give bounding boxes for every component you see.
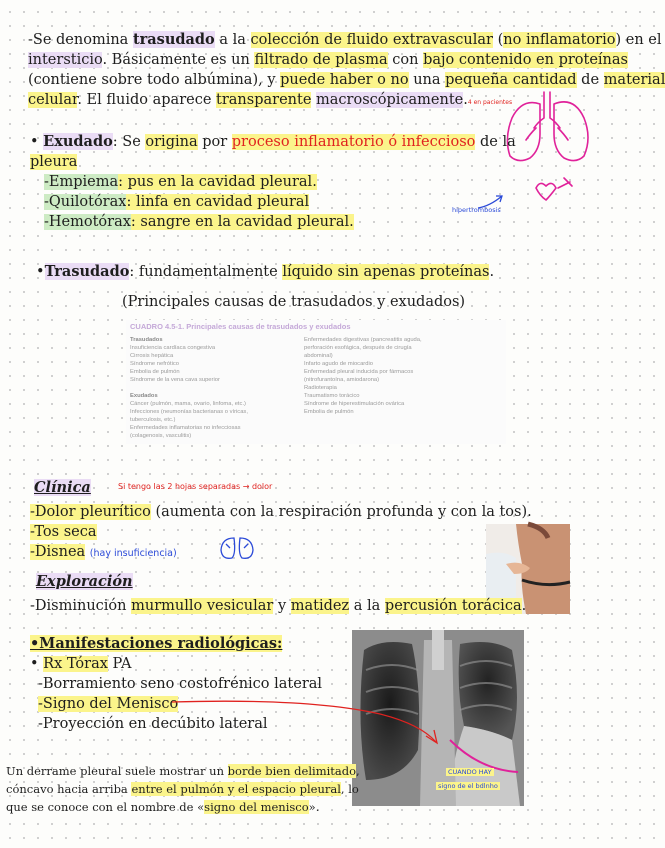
table-row: Infarto agudo de miocardio — [304, 361, 373, 367]
table-row: Enfermedad pleural inducida por fármacos — [304, 369, 414, 375]
text-line: -Se denomina trasudado a la colección de fluido extravascular (no inflamatorio) en el — [28, 31, 662, 48]
table-row: (colagenosis, vasculitis) — [130, 433, 192, 439]
table-row: tuberculosis, etc.) — [130, 417, 176, 423]
text-line: intersticio. Básicamente es un filtrado de plasma con bajo contenido en proteínas — [28, 52, 628, 68]
table-row: Traumatismo torácico — [304, 393, 360, 399]
handwritten-note: signo de el bdlnho — [438, 782, 498, 790]
table-title: CUADRO 4.5-1. Principales causas de trasudados y exudados — [130, 322, 351, 331]
exudado-section — [30, 132, 516, 232]
list-item: -Empiema: pus en la cavidad pleural. — [44, 174, 317, 190]
table-row: Embolia de pulmón — [130, 369, 180, 375]
clinica-heading: Clínica — [34, 479, 91, 496]
causes-table-image — [126, 320, 506, 444]
table-col-left — [130, 336, 298, 440]
table-row: (nitrofurantoína, amiodarona) — [304, 377, 380, 383]
list-item: -Quilotórax: linfa en cavidad pleural — [44, 194, 310, 210]
exploracion-text: -Disminución murmullo vesicular y matidez a la percusión torácica. — [30, 598, 527, 614]
arrow-icon — [476, 192, 506, 212]
list-item: -Disnea (hay insuficiencia) — [30, 544, 177, 560]
table-col-right — [304, 336, 500, 416]
table-row: Embolia de pulmón — [304, 409, 354, 415]
table-row: Insuficiencia cardíaca congestiva — [130, 345, 216, 351]
table-row: Síndrome de la vena cava superior — [130, 377, 220, 383]
table-caption: (Principales causas de trasudados y exudados) — [122, 294, 466, 310]
table-row: Radioterapia — [304, 385, 337, 391]
list-item: -Signo del Menisco — [38, 696, 179, 712]
table-subtitle: Trasudados — [130, 337, 163, 343]
trasudado-summary: •Trasudado: fundamentalmente líquido sin apenas proteínas. — [36, 263, 495, 280]
table-subtitle: Exudados — [130, 393, 158, 399]
text-line: • Exudado: Se origina por proceso inflamatorio ó infeccioso de la — [30, 133, 516, 150]
clinica-list — [30, 502, 532, 564]
text-line: pleura — [30, 154, 78, 170]
list-item: -Tos seca — [30, 524, 97, 540]
arrow-line — [170, 694, 450, 754]
handwritten-note: Si tengo las 2 hojas separadas → dolor — [118, 482, 273, 491]
list-item: -Borramiento seno costofrénico lateral — [38, 676, 323, 692]
table-row: perforación esofágica, después de cirugía — [304, 345, 412, 351]
text-line: Un derrame pleural suele mostrar un borde bien delimitado, — [6, 764, 360, 778]
exploracion-heading: Exploración — [36, 573, 133, 590]
table-row: Síndrome nefrótico — [130, 361, 179, 367]
lungs-sketch-icon — [216, 534, 258, 564]
table-row: Enfermedades inflamatorias no infecciosas — [130, 425, 241, 431]
handwritten-note: (hay insuficiencia) — [89, 548, 177, 559]
list-item: -Dolor pleurítico (aumenta con la respiración profunda y con la tos). — [30, 504, 532, 520]
text-line: que se conoce con el nombre de «signo del menisco». — [6, 800, 320, 814]
list-item: -Proyección en decúbito lateral — [38, 716, 268, 732]
table-row: Enfermedades digestivas (pancreatitis aguda, — [304, 337, 422, 343]
handwritten-note: CUANDO HAY — [448, 768, 492, 776]
table-row: Síndrome de hiperestimulación ovárica — [304, 401, 405, 407]
table-row: Cirrosis hepática — [130, 353, 174, 359]
list-item: -Hemotórax: sangre en la cavidad pleural. — [44, 214, 354, 230]
table-row: abdominal) — [304, 353, 333, 359]
list-item: • Rx Tórax PA — [30, 656, 132, 672]
text-line: (contiene sobre todo albúmina), y puede haber o no una pequeña cantidad de material — [28, 72, 665, 88]
text-line: cóncavo hacia arriba entre el pulmón y el espacio pleural, lo — [6, 782, 359, 796]
radiologia-heading: •Manifestaciones radiológicas: — [30, 635, 283, 652]
handwritten-note: 4 en pacientes — [467, 99, 513, 106]
footnote — [6, 762, 360, 816]
table-row: Cáncer (pulmón, mama, ovario, linfoma, etc.) — [130, 401, 246, 407]
table-row: Infecciones (neumonías bacterianas o víricas, — [130, 409, 248, 415]
handwritten-note: hipertrombosis — [452, 206, 501, 214]
text-line: celular. El fluido aparece transparente macroscópicamente.4 en pacientes — [28, 92, 513, 108]
